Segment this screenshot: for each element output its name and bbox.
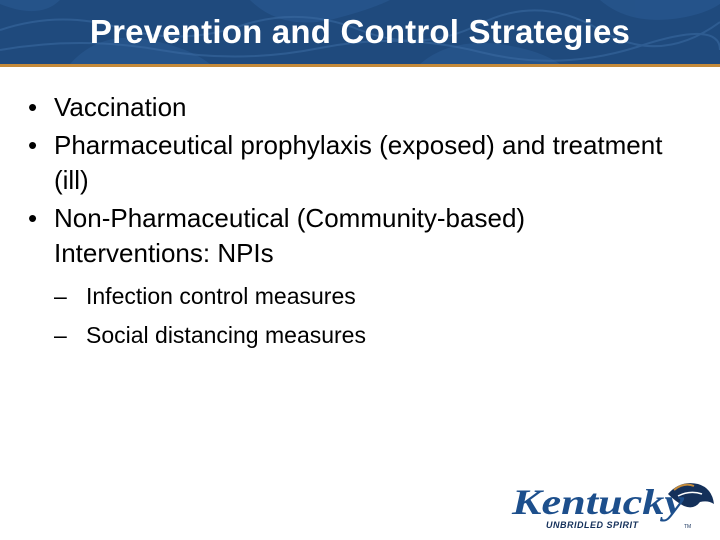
logo-trademark: TM [684,524,692,530]
logo-wordmark: Kentucky [510,482,686,522]
sub-bullet-item [54,280,688,312]
bullet-item [28,90,688,125]
bullet-marker: • [28,203,38,233]
sub-bullet-item [54,319,688,351]
slide-body [28,90,688,358]
bullet-text: Pharmaceutical prophylaxis (exposed) and treatment (ill) [54,130,663,195]
bullet-item [28,128,688,198]
bullet-marker: • [28,92,38,122]
bullet-item [28,201,688,271]
sub-bullet-marker: – [54,322,67,348]
bullet-text: Non-Pharmaceutical (Community-based) Interventions: NPIs [54,203,526,268]
slide-title: Prevention and Control Strategies [89,13,631,50]
sub-bullet-marker: – [54,283,67,309]
bullet-marker: • [28,130,38,160]
bullet-text: Vaccination [54,92,187,122]
title-bar [0,0,720,64]
logo-tagline: UNBRIDLED SPIRIT [546,520,639,530]
header-divider [0,64,720,67]
kentucky-logo [508,476,716,536]
sub-bullet-text: Social distancing measures [86,322,366,348]
sub-bullet-text: Infection control measures [86,283,356,309]
